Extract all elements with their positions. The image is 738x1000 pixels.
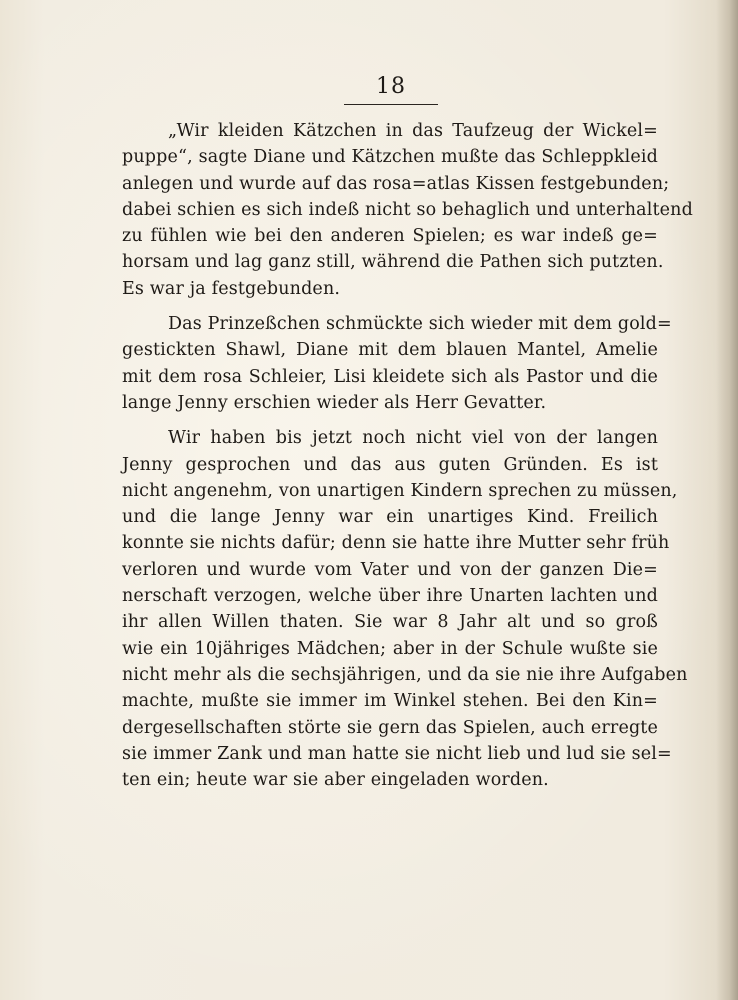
text-line: ten ein; heute war sie aber eingeladen worden. <box>122 770 549 791</box>
paragraph-2 <box>122 311 672 416</box>
text-line: lange Jenny erschien wieder als Herr Gevatter. <box>122 392 547 413</box>
page-number: 18 <box>376 74 406 99</box>
paragraph-1 <box>122 118 693 302</box>
text-line: anlegen und wurde auf das rosa=atlas Kissen festgebunden; <box>122 173 670 194</box>
text-line: Jenny gesprochen und das aus guten Gründen. Es ist <box>122 454 658 475</box>
text-line: mit dem rosa Schleier, Lisi kleidete sich als Pastor und die <box>122 366 658 387</box>
text-line: ihr allen Willen thaten. Sie war 8 Jahr alt und so groß <box>122 612 658 633</box>
page-edge-shadow <box>716 0 738 1000</box>
text-line: dergesellschaften störte sie gern das Spielen, auch erregte <box>122 717 658 738</box>
body-text <box>122 118 693 793</box>
text-line: verloren und wurde vom Vater und von der ganzen Die= <box>122 559 658 580</box>
paragraph-3 <box>122 425 688 793</box>
text-line: konnte sie nichts dafür; denn sie hatte ihre Mutter sehr früh <box>122 533 670 554</box>
text-line: und die lange Jenny war ein unartiges Kind. Freilich <box>122 507 658 528</box>
text-line: Wir haben bis jetzt noch nicht viel von der langen <box>168 428 658 449</box>
text-line: horsam und lag ganz still, während die Pathen sich putzten. <box>122 252 664 273</box>
text-line: dabei schien es sich indeß nicht so behaglich und unterhaltend <box>122 199 693 220</box>
text-line: nicht angenehm, von unartigen Kindern sprechen zu müssen, <box>122 480 678 501</box>
text-line: zu fühlen wie bei den anderen Spielen; es war indeß ge= <box>122 226 658 247</box>
text-line: nicht mehr als die sechsjährigen, und da sie nie ihre Aufgaben <box>122 664 688 685</box>
text-line: wie ein 10jähriges Mädchen; aber in der Schule wußte sie <box>122 638 658 659</box>
text-line: puppe“, sagte Diane und Kätzchen mußte das Schleppkleid <box>122 147 658 168</box>
text-line: sie immer Zank und man hatte sie nicht lieb und lud sie sel= <box>122 743 672 764</box>
text-line: „Wir kleiden Kätzchen in das Taufzeug der Wickel= <box>168 121 658 141</box>
text-line: gestickten Shawl, Diane mit dem blauen Mantel, Amelie <box>122 340 658 361</box>
page-number-rule <box>344 104 438 105</box>
text-line: nerschaft verzogen, welche über ihre Unarten lachten und <box>122 586 658 607</box>
text-line: Das Prinzeßchen schmückte sich wieder mit dem gold= <box>168 314 672 335</box>
text-line: machte, mußte sie immer im Winkel stehen. Bei den Kin= <box>122 691 658 712</box>
text-line: Es war ja festgebunden. <box>122 278 341 299</box>
